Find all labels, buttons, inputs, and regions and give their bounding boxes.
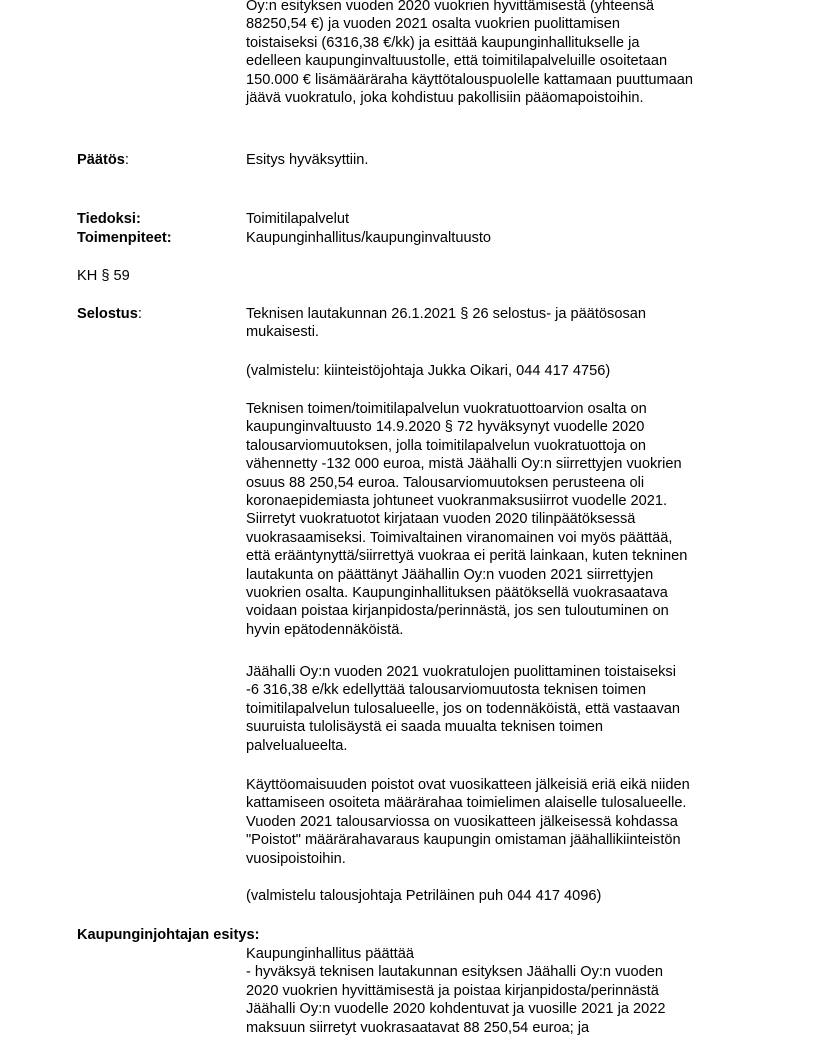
description-paragraph-5: Käyttöomaisuuden poistot ovat vuosikatteen jälkeisiä eriä eikä niiden kattamiseen osoiteta määrärahaa toimielimen alaiselle tulosalueelle. Vuoden 2021 talousarviossa on vuosikatteen jälkeisessä kohdassa "Poistot" määrärahavaraus kaupungin omistaman jäähallikiinteistön vuosipoistoihin.: [246, 777, 690, 867]
info-label-2: Toimenpiteet:: [77, 230, 172, 246]
description-paragraph-3: Teknisen toimen/toimitilapalvelun vuokratuottoarvion osalta on kaupunginvaltuusto 14.9.2020 § 72 hyväksynyt vuodelle 2020 talousarviomuutoksen, jolla toimitilapalvelun vuokratuottoja on vähennetty -132 000 euroa, mistä Jäähalli Oy:n siirrettyjen vuokrien osuus 88 250,54 euroa. Talousarviomuutoksen perusteena oli koronaepidemiasta johtuneet vuokranmaksusiirrot vuodelle 2021. Siirretyt vuokratuotot kirjataan vuoden 2020 tilinpäätöksessä vuokrasaamiseksi. Toimivaltainen viranomainen voi myös päättää, että erääntynyttä/siirrettyä vuokraa ei peritä lainkaan, kuten tekninen lautakunta on päättänyt Jäähallin Oy:n vuoden 2021 siirrettyjen vuokrien osalta. Kaupunginhallituksen päätöksellä vuokrasaatava voidaan poistaa kirjanpidosta/perinnästä, jos sen tuloutuminen on hyvin epätodennäköistä.: [246, 401, 688, 638]
description-label-colon: :: [137, 306, 142, 322]
proposal-text: Kaupunginhallitus päättää - hyväksyä teknisen lautakunnan esityksen Jäähalli Oy:n vuoden 2020 vuokrien hyvittämisestä ja poistaa kirjanpidosta/perinnästä Jäähalli Oy:n vuodelle 2020 kohdentuvat ja vuosille 2021 ja 2022 maksuun siirretyt vuokrasaatavat 88 250,54 euroa; ja: [246, 946, 666, 1036]
info-label-1: Tiedoksi:: [77, 211, 141, 227]
description-label-group: [77, 305, 142, 323]
description-paragraph-2: (valmistelu: kiinteistöjohtaja Jukka Oikari, 044 417 4756): [246, 363, 611, 379]
description-paragraph-6: (valmistelu talousjohtaja Petriläinen puh 044 417 4096): [246, 888, 602, 904]
intro-paragraph: Oy:n esityksen vuoden 2020 vuokrien hyvittämisestä (yhteensä 88250,54 €) ja vuoden 2021 osalta vuokrien puolittamisen toistaiseksi (6316,38 €/kk) ja esittää kaupunginhallitukselle ja edelleen kaupunginvaltuustolle, että toimitilapalveluille osoitetaan 150.000 € lisämääräraha käyttötalouspuolelle kattamaan puuttumaan jäävä vuokratulo, joka kohdistuu pakollisiin pääomapoistoihin.: [246, 0, 694, 107]
proposal-label: Kaupunginjohtajan esitys:: [77, 927, 260, 943]
description-paragraph-4: Jäähalli Oy:n vuoden 2021 vuokratulojen puolittaminen toistaiseksi -6 316,38 e/kk edellyttää talousarviomuutosta teknisen toimen toimitilapalvelun tulosalueelle, jos on todennäköistä, että vastaavan suuruista tulolisäystä ei saada muualta teknisen toimen palvelualueelta.: [246, 664, 681, 754]
decision-text: Esitys hyväksyttiin.: [246, 152, 369, 168]
description-label: Selostus: [77, 306, 138, 322]
decision-label-colon: :: [124, 152, 129, 168]
info-value-1: Toimitilapalvelut: [246, 211, 350, 227]
description-paragraph-1: Teknisen lautakunnan 26.1.2021 § 26 selostus- ja päätösosan mukaisesti.: [246, 306, 646, 341]
decision-label: Päätös: [77, 152, 125, 168]
info-value-2: Kaupunginhallitus/kaupunginvaltuusto: [246, 230, 492, 246]
section-reference: KH § 59: [77, 268, 130, 284]
decision-label-group: [77, 151, 129, 169]
